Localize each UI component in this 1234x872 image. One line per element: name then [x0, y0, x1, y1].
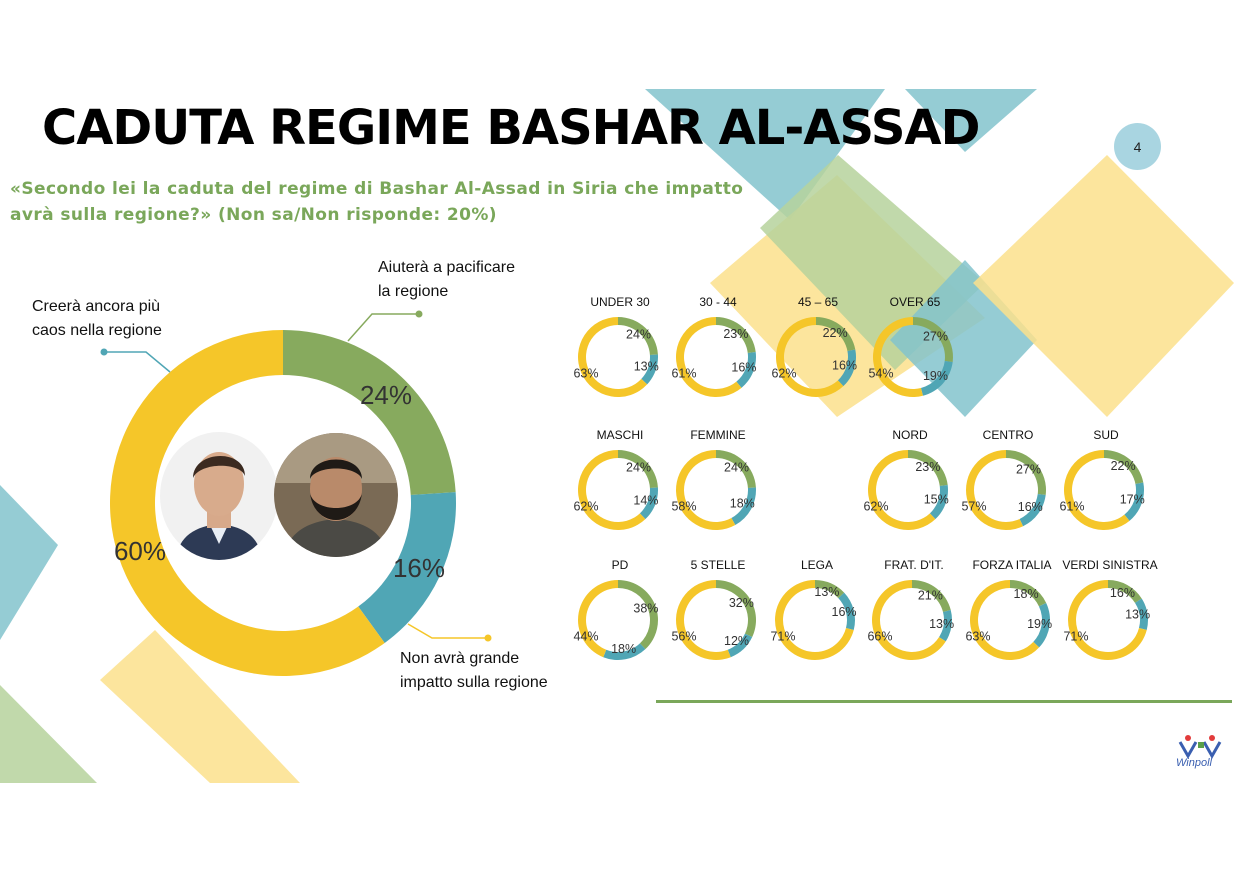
segment-value-label: 62%: [863, 499, 889, 514]
label-no-impact-line-1: Non avrà grande: [400, 650, 520, 667]
segment-value-label: 71%: [1063, 629, 1089, 644]
segment-label: PD: [611, 558, 629, 572]
segment-value-label: 17%: [1119, 492, 1145, 507]
segment-value-label: 44%: [573, 629, 599, 644]
segment-3-slice-2: [873, 317, 923, 397]
winpoll-logo: [1172, 730, 1232, 770]
segment-value-label: 58%: [671, 499, 697, 514]
segment-value-label: 22%: [1110, 459, 1136, 474]
segment-value-label: 61%: [671, 366, 697, 381]
segment-label: 45 – 65: [797, 295, 839, 309]
segment-label: NORD: [892, 428, 928, 442]
segment-10-slice-2: [676, 580, 731, 660]
segment-value-label: 57%: [961, 499, 987, 514]
segment-label: 5 STELLE: [690, 558, 746, 572]
main-value-label-2: 60%: [113, 535, 167, 566]
segment-value-label: 62%: [771, 366, 797, 381]
label-chaos-line-1: Creerà ancora più: [32, 298, 161, 315]
label-chaos-line-2: caos nella regione: [32, 322, 162, 339]
segment-value-label: 23%: [723, 326, 749, 341]
label-pacify-line-2: la regione: [378, 283, 449, 300]
segment-value-label: 18%: [611, 641, 637, 656]
segment-value-label: 16%: [1017, 499, 1043, 514]
segment-value-label: 27%: [1015, 462, 1042, 477]
segment-value-label: 22%: [822, 326, 848, 341]
segment-label: OVER 65: [889, 295, 941, 309]
segment-value-label: 18%: [1013, 586, 1039, 601]
main-value-label-1: 16%: [392, 552, 446, 583]
segment-label: VERDI SINISTRA: [1062, 558, 1158, 572]
svg-text:Winpoll: Winpoll: [1176, 757, 1212, 769]
segment-value-label: 15%: [923, 492, 949, 507]
label-no-impact-line-2: impatto sulla regione: [400, 674, 548, 691]
segment-value-label: 32%: [728, 596, 754, 611]
segment-value-label: 16%: [731, 360, 757, 375]
segment-value-label: 21%: [917, 588, 943, 603]
segment-value-label: 19%: [922, 369, 949, 384]
segment-value-label: 61%: [1059, 499, 1085, 514]
segment-label: FRAT. D'IT.: [884, 558, 944, 572]
segment-value-label: 38%: [633, 601, 659, 616]
segment-label: MASCHI: [596, 428, 644, 442]
segment-value-label: 24%: [626, 460, 652, 475]
segment-value-label: 13%: [814, 584, 840, 599]
segment-value-label: 24%: [724, 460, 750, 475]
segment-label: FORZA ITALIA: [972, 558, 1052, 572]
segment-value-label: 13%: [633, 359, 659, 374]
segment-value-label: 16%: [1109, 586, 1135, 601]
segment-value-label: 16%: [831, 604, 857, 619]
segment-value-label: 71%: [770, 629, 796, 644]
segment-label: SUD: [1093, 428, 1119, 442]
page-number: 4: [1114, 123, 1161, 170]
segment-value-label: 62%: [573, 499, 599, 514]
segment-value-label: 27%: [922, 329, 949, 344]
segment-7-slice-2: [966, 450, 1023, 530]
segment-value-label: 13%: [929, 616, 955, 631]
segment-value-label: 66%: [867, 629, 893, 644]
segment-value-label: 18%: [729, 496, 755, 511]
segment-label: FEMMINE: [690, 428, 746, 442]
segment-label: LEGA: [800, 558, 834, 572]
segment-label: CENTRO: [982, 428, 1034, 442]
bottom-divider: [656, 700, 1232, 703]
segment-label: 30 - 44: [699, 295, 737, 309]
page-title: CADUTA REGIME BASHAR AL-ASSAD: [42, 100, 980, 156]
main-value-label-0: 24%: [359, 379, 413, 410]
segment-value-label: 24%: [626, 327, 652, 342]
segment-value-label: 63%: [573, 366, 599, 381]
segment-value-label: 56%: [671, 629, 697, 644]
segment-value-label: 13%: [1125, 607, 1151, 622]
segment-value-label: 19%: [1027, 616, 1053, 631]
segment-label: UNDER 30: [590, 295, 650, 309]
segment-value-label: 23%: [915, 459, 941, 474]
segment-value-label: 14%: [633, 493, 659, 508]
survey-question: «Secondo lei la caduta del regime di Bashar Al-Assad in Siria che impatto avrà sulla regione?» (Non sa/Non risponde: 20%): [10, 179, 744, 225]
segment-value-label: 54%: [868, 366, 894, 381]
segment-value-label: 16%: [832, 358, 858, 373]
segment-value-label: 63%: [965, 629, 991, 644]
label-pacify-line-1: Aiuterà a pacificare: [378, 259, 515, 276]
segment-value-label: 12%: [724, 634, 750, 649]
